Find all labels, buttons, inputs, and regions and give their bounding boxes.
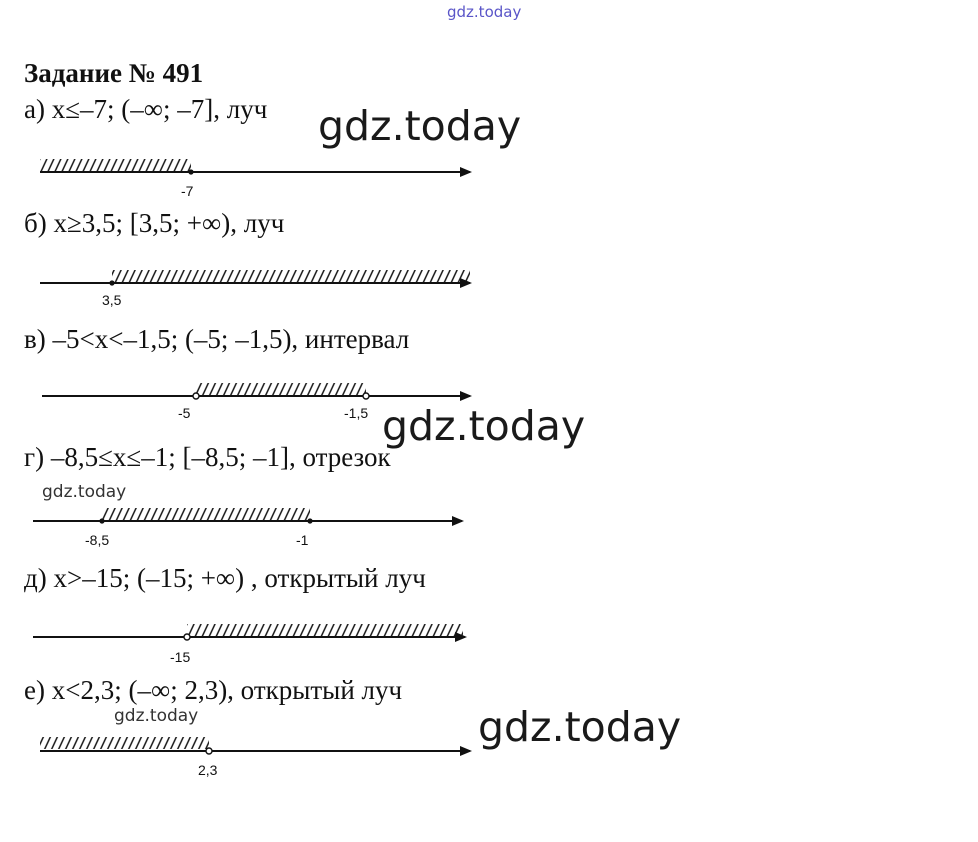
item-a-text: а) x≤–7; (–∞; –7], луч <box>24 94 268 124</box>
item-e-point-label: 2,3 <box>198 762 218 778</box>
watermark-top: gdz.today <box>447 3 522 21</box>
item-a-point-label: -7 <box>181 183 194 199</box>
number-line-a <box>40 159 470 199</box>
item-g-text: г) –8,5≤x≤–1; [–8,5; –1], отрезок <box>24 442 391 472</box>
task-title: Задание № 491 <box>24 58 204 88</box>
item-g-point-label-2: -1 <box>296 532 309 548</box>
item-d-point-label: -15 <box>170 649 191 665</box>
item-v-point-label-2: -1,5 <box>344 405 369 421</box>
watermark-small-1: gdz.today <box>42 482 127 502</box>
watermark-big-3: gdz.today <box>478 703 682 751</box>
number-line-d <box>33 624 465 665</box>
item-b-point-label: 3,5 <box>102 292 122 308</box>
watermark-small-2: gdz.today <box>114 706 199 726</box>
item-d-text: д) x>–15; (–15; +∞) , открытый луч <box>24 563 426 593</box>
item-b-text: б) x≥3,5; [3,5; +∞), луч <box>24 208 285 238</box>
number-line-b <box>40 270 470 308</box>
item-v-point-label-1: -5 <box>178 405 191 421</box>
item-g-point-label-1: -8,5 <box>85 532 110 548</box>
number-line-e <box>40 737 470 778</box>
watermark-big-2: gdz.today <box>382 402 586 450</box>
watermark-big-1: gdz.today <box>318 102 522 150</box>
number-line-g <box>33 508 462 548</box>
item-v-text: в) –5<x<–1,5; (–5; –1,5), интервал <box>24 324 410 354</box>
item-e-text: е) x<2,3; (–∞; 2,3), открытый луч <box>24 675 403 705</box>
